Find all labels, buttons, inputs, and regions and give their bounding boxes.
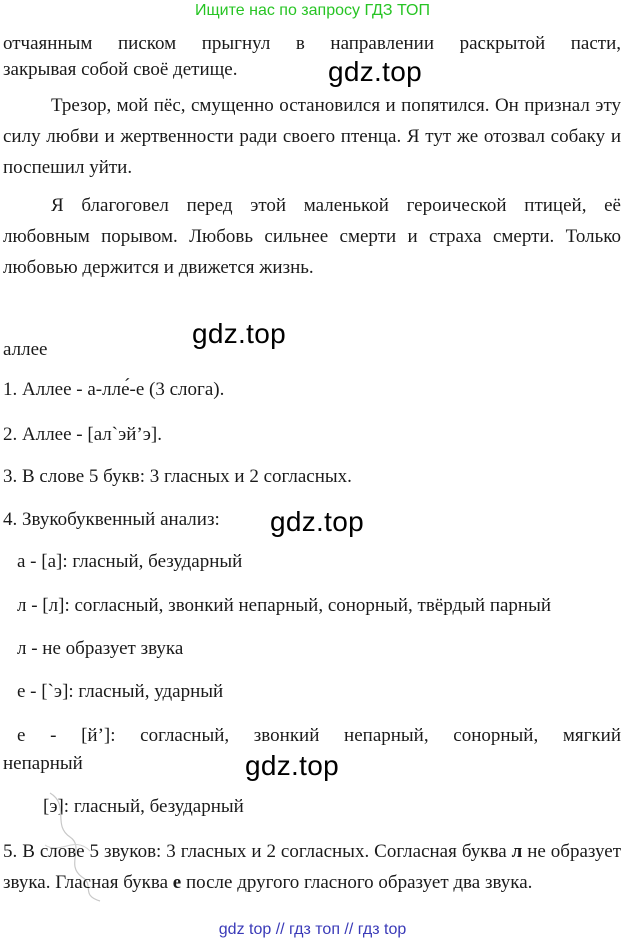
sound-line: е - [`э]: гласный, ударный (17, 681, 224, 702)
watermark: gdz.top (270, 506, 364, 537)
story-paragraph-3: Я благоговел перед этой маленькой героической птицей, её любовным порывом. Любовь сильнее смерти и страха смерти. Только любовью держится и движется жизнь. (3, 195, 621, 278)
footer-links[interactable]: gdz top // гдз топ // гдз top (218, 921, 407, 938)
sound-line: е - [й’]: согласный, звонкий непарный, сонорный, мягкий (17, 725, 621, 746)
analysis-item-5 (3, 836, 621, 898)
watermark: gdz.top (192, 318, 286, 349)
analysis-item-2: 2. Аллее - [ал`эй’э]. (3, 424, 162, 445)
story-paragraph-1-line-2: закрывая собой своё детище. (3, 59, 238, 80)
story-paragraph-1-line-1: отчаянным писком прыгнул в направлении раскрытой пасти, (3, 33, 621, 54)
sound-line-continuation: непарный (3, 753, 83, 774)
item-5-text: после другого гласного образует два звука. (181, 872, 533, 893)
top-banner[interactable]: Ищите нас по запросу ГДЗ ТОП (195, 2, 430, 19)
analysis-item-3: 3. В слове 5 букв: 3 гласных и 2 согласных. (3, 466, 352, 487)
item-5-text: 5. В слове 5 звуков: 3 гласных и 2 согласных. Согласная буква (3, 841, 512, 862)
sound-line: а - [а]: гласный, безударный (17, 551, 243, 572)
story-paragraph-2: Трезор, мой пёс, смущенно остановился и попятился. Он признал эту силу любви и жертвенности ради своего птенца. Я тут же отозвал собаку и поспешил уйти. (3, 95, 621, 178)
sound-line: л - не образует звука (17, 638, 184, 659)
letter-e: е (172, 872, 182, 893)
letter-l: л (511, 841, 523, 862)
sound-line: л - [л]: согласный, звонкий непарный, сонорный, твёрдый парный (17, 595, 552, 616)
sound-line: [э]: гласный, безударный (43, 796, 244, 817)
analysis-item-4: 4. Звукобуквенный анализ: (3, 509, 220, 530)
watermark: gdz.top (245, 750, 339, 781)
analysis-item-1: 1. Аллее - а-лле́-е (3 слога). (3, 379, 225, 400)
analysis-word: аллее (3, 339, 48, 360)
item-5-text: не образует звука. Гласная буква (3, 841, 621, 893)
watermark: gdz.top (328, 56, 422, 87)
